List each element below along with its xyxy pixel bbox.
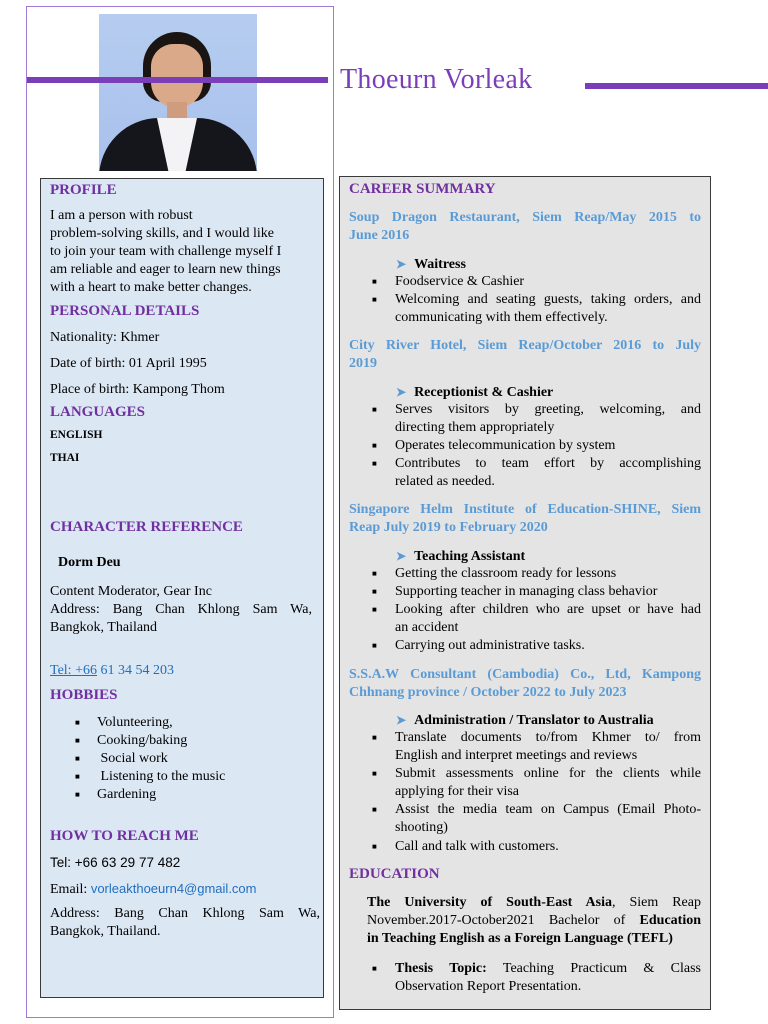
duty-line: Foodservice & Cashier xyxy=(395,274,525,289)
profile-photo xyxy=(99,14,257,171)
place-of-birth: Place of birth: Kampong Thom xyxy=(50,382,225,397)
duty-line: English and interpret meetings and reviews xyxy=(395,748,638,763)
duty-line: Operates telecommunication by system xyxy=(395,438,616,453)
arrow-icon: ➤ xyxy=(396,257,407,271)
job-title-line: Singapore Helm Institute of Education-SHINE, Siem xyxy=(349,502,701,517)
email-link[interactable]: vorleakthoeurn4@gmail.com xyxy=(90,881,257,896)
duty-line: Call and talk with customers. xyxy=(395,839,559,854)
duty-line: shooting) xyxy=(395,820,448,835)
job-title-line: S.S.A.W Consultant (Cambodia) Co., Ltd, Kampong xyxy=(349,667,701,682)
reference-phone-link[interactable]: Tel: +66 xyxy=(50,663,97,678)
bullet-icon: ■ xyxy=(372,405,377,414)
language-item: THAI xyxy=(50,452,80,464)
email-label: Email: xyxy=(50,882,91,897)
education-line-2 xyxy=(367,912,701,930)
date-of-birth: Date of birth: 01 April 1995 xyxy=(50,356,207,371)
reference-name: Dorm Deu xyxy=(58,555,121,570)
languages-heading: LANGUAGES xyxy=(50,404,146,420)
bullet-icon: ■ xyxy=(75,754,80,763)
university-name: The University of South-East Asia xyxy=(367,895,612,910)
bullet-icon: ■ xyxy=(372,733,377,742)
bullet-icon: ■ xyxy=(372,277,377,286)
hobby-item: Cooking/baking xyxy=(97,733,188,748)
hobby-item: Gardening xyxy=(97,787,157,802)
bullet-icon: ■ xyxy=(372,964,377,973)
bullet-icon: ■ xyxy=(372,641,377,650)
bullet-icon: ■ xyxy=(372,295,377,304)
duty-line: Assist the media team on Campus (Email Photo- xyxy=(395,802,701,817)
duty-line: applying for their visa xyxy=(395,784,520,799)
job-title-line: 2019 xyxy=(349,356,377,371)
arrow-icon: ➤ xyxy=(396,385,407,399)
reference-phone-number: 61 34 54 203 xyxy=(96,663,174,678)
photo-face xyxy=(151,44,203,108)
duty-line: communicating with them effectively. xyxy=(395,310,608,325)
thesis-line-2: Observation Report Presentation. xyxy=(395,979,582,994)
bullet-icon: ■ xyxy=(372,587,377,596)
thesis-topic: Teaching Practicum & Class xyxy=(486,961,701,976)
degree-program: in Teaching English as a Foreign Language (TEFL) xyxy=(367,931,673,946)
arrow-icon: ➤ xyxy=(396,713,407,727)
candidate-name: Thoeurn Vorleak xyxy=(340,64,533,95)
contact-email xyxy=(50,880,257,899)
education-dates: November.2017-October2021 Bachelor of xyxy=(367,913,640,928)
job-title-line: June 2016 xyxy=(349,228,410,243)
hobby-item: Volunteering, xyxy=(97,715,173,730)
reference-line: Address: Bang Chan Khlong Sam Wa, xyxy=(50,602,312,617)
duty-line: Supporting teacher in managing class behavior xyxy=(395,584,658,599)
duty-line: Getting the classroom ready for lessons xyxy=(395,566,617,581)
job-title-line: Chhnang province / October 2022 to July 2023 xyxy=(349,685,627,700)
duty-line: an accident xyxy=(395,620,459,635)
arrow-icon: ➤ xyxy=(396,549,407,563)
language-item: ENGLISH xyxy=(50,429,103,441)
nationality: Nationality: Khmer xyxy=(50,330,160,345)
duty-line: Translate documents to/from Khmer to/ from xyxy=(395,730,701,745)
header-rule-left xyxy=(27,77,328,83)
job-role-label: Receptionist & Cashier xyxy=(414,385,554,400)
hobby-item: Social work xyxy=(97,751,168,766)
bullet-icon: ■ xyxy=(372,805,377,814)
personal-details-heading: PERSONAL DETAILS xyxy=(50,303,200,319)
bullet-icon: ■ xyxy=(75,718,80,727)
duty-line: directing them appropriately xyxy=(395,420,555,435)
career-summary-heading: CAREER SUMMARY xyxy=(349,181,496,197)
character-reference-heading: CHARACTER REFERENCE xyxy=(50,519,243,535)
profile-line: am reliable and eager to learn new things xyxy=(50,262,281,277)
duty-line: Contributes to team effort by accomplishing xyxy=(395,456,701,471)
education-heading: EDUCATION xyxy=(349,866,440,882)
university-location: , Siem Reap xyxy=(611,895,701,910)
contact-heading: HOW TO REACH ME xyxy=(50,828,199,844)
bullet-icon: ■ xyxy=(372,769,377,778)
job-title-line: City River Hotel, Siem Reap/October 2016 to July xyxy=(349,338,701,353)
hobby-item: Listening to the music xyxy=(97,769,226,784)
education-line-1 xyxy=(367,894,701,912)
profile-line: problem-solving skills, and I would like xyxy=(50,226,274,241)
job-role-label: Waitress xyxy=(414,257,466,272)
reference-line: Content Moderator, Gear Inc xyxy=(50,584,212,599)
bullet-icon: ■ xyxy=(75,736,80,745)
job-role-label: Teaching Assistant xyxy=(414,549,526,564)
duty-line: Welcoming and seating guests, taking orders, and xyxy=(395,292,701,307)
job-role xyxy=(396,547,525,566)
profile-line: to join your team with challenge myself I xyxy=(50,244,282,259)
hobbies-heading: HOBBIES xyxy=(50,687,118,703)
profile-line: with a heart to make better changes. xyxy=(50,280,252,295)
thesis-label: Thesis Topic: xyxy=(395,961,487,976)
duty-line: Serves visitors by greeting, welcoming, and xyxy=(395,402,701,417)
bullet-icon: ■ xyxy=(372,605,377,614)
profile-line: I am a person with robust xyxy=(50,208,193,223)
degree-field: Education xyxy=(639,913,701,928)
contact-address-line: Address: Bang Chan Khlong Sam Wa, xyxy=(50,906,320,921)
duty-line: Carrying out administrative tasks. xyxy=(395,638,585,653)
thesis-line xyxy=(395,960,701,978)
job-title-line: Reap July 2019 to February 2020 xyxy=(349,520,548,535)
contact-phone: Tel: +66 63 29 77 482 xyxy=(50,855,181,870)
bullet-icon: ■ xyxy=(372,459,377,468)
bullet-icon: ■ xyxy=(372,569,377,578)
job-role xyxy=(396,711,654,730)
duty-line: related as needed. xyxy=(395,474,495,489)
bullet-icon: ■ xyxy=(372,842,377,851)
reference-line: Bangkok, Thailand xyxy=(50,620,158,635)
contact-address-line: Bangkok, Thailand. xyxy=(50,924,161,939)
job-role xyxy=(396,255,466,274)
bullet-icon: ■ xyxy=(75,790,80,799)
duty-line: Looking after children who are upset or have had xyxy=(395,602,701,617)
job-role-label: Administration / Translator to Australia xyxy=(414,713,654,728)
bullet-icon: ■ xyxy=(75,772,80,781)
duty-line: Submit assessments online for the clients while xyxy=(395,766,701,781)
bullet-icon: ■ xyxy=(372,441,377,450)
job-title-line: Soup Dragon Restaurant, Siem Reap/May 2015 to xyxy=(349,210,701,225)
job-role xyxy=(396,383,553,402)
reference-phone[interactable] xyxy=(50,662,174,680)
header-rule-right xyxy=(585,83,768,89)
profile-heading: PROFILE xyxy=(50,182,117,198)
